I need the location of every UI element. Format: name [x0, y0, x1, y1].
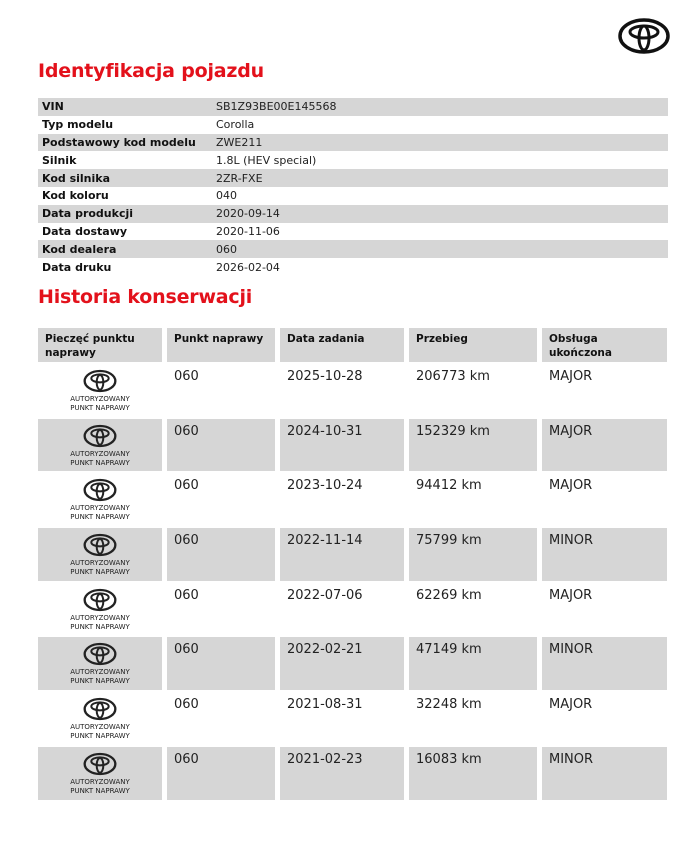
service-cell: MAJOR	[542, 419, 667, 472]
mileage-cell: 16083 km	[409, 747, 537, 800]
info-value: 040	[216, 189, 237, 203]
stamp-text: PUNKT NAPRAWY	[70, 513, 130, 522]
point-cell: 060	[167, 528, 275, 581]
toyota-stamp-icon	[82, 424, 118, 448]
table-row	[38, 528, 667, 581]
table-row	[38, 583, 667, 636]
point-cell: 060	[174, 587, 199, 603]
info-label: Typ modelu	[42, 118, 114, 132]
date-cell: 2024-10-31	[280, 419, 404, 472]
stamp-text: PUNKT NAPRAWY	[70, 677, 130, 686]
stamp-cell	[38, 473, 162, 526]
date-cell: 2021-02-23	[280, 747, 404, 800]
info-row	[38, 258, 668, 276]
info-row	[38, 169, 668, 187]
info-value: Corolla	[216, 118, 255, 132]
info-label: Silnik	[42, 153, 77, 167]
header-mileage: Przebieg	[409, 328, 537, 362]
stamp-text: PUNKT NAPRAWY	[70, 732, 130, 741]
date-cell: 2023-10-24	[287, 478, 363, 494]
toyota-stamp-icon	[82, 752, 118, 776]
table-row	[38, 473, 667, 526]
toyota-stamp-icon	[82, 642, 118, 666]
info-value: 2ZR-FXE	[216, 171, 263, 185]
service-cell: MINOR	[542, 528, 667, 581]
header-service: Obsługa ukończona	[542, 328, 667, 362]
info-row	[38, 151, 668, 169]
header-date: Data zadania	[280, 328, 404, 362]
date-cell: 2022-11-14	[280, 528, 404, 581]
toyota-stamp-icon	[82, 697, 118, 721]
toyota-stamp-icon	[82, 533, 118, 557]
stamp-cell	[38, 364, 162, 417]
stamp-text: AUTORYZOWANY	[70, 723, 130, 732]
stamp-text: AUTORYZOWANY	[70, 449, 130, 458]
service-cell: MAJOR	[549, 587, 593, 603]
stamp-cell	[38, 583, 162, 636]
table-row	[38, 364, 667, 417]
info-label: Kod dealera	[42, 242, 117, 256]
service-cell: MAJOR	[549, 369, 593, 384]
stamp-text: PUNKT NAPRAWY	[70, 568, 130, 577]
stamp-text: AUTORYZOWANY	[70, 395, 130, 403]
info-value: 2026-02-04	[216, 260, 280, 274]
stamp-text: AUTORYZOWANY	[70, 613, 130, 622]
table-row	[38, 419, 667, 472]
info-value: 2020-09-14	[216, 207, 280, 221]
service-cell: MAJOR	[549, 478, 593, 494]
stamp-text: PUNKT NAPRAWY	[70, 622, 130, 631]
mileage-cell: 32248 km	[416, 697, 482, 713]
info-value: SB1Z93BE00E145568	[216, 100, 337, 114]
table-row	[38, 747, 667, 800]
point-cell: 060	[174, 369, 199, 384]
point-cell: 060	[167, 419, 275, 472]
service-cell: MINOR	[542, 747, 667, 800]
vehicle-info-table	[38, 98, 668, 276]
stamp-cell	[38, 747, 162, 800]
info-value: ZWE211	[216, 135, 263, 149]
table-row	[38, 637, 667, 690]
info-value: 2020-11-06	[216, 224, 280, 238]
stamp-text: PUNKT NAPRAWY	[70, 786, 130, 795]
info-value: 1.8L (HEV special)	[216, 153, 317, 167]
info-label: Data druku	[42, 260, 112, 274]
service-cell: MINOR	[542, 637, 667, 690]
info-label: VIN	[42, 100, 64, 114]
mileage-cell: 47149 km	[409, 637, 537, 690]
stamp-cell	[38, 637, 162, 690]
info-label: Data produkcji	[42, 207, 134, 221]
stamp-cell	[38, 528, 162, 581]
stamp-text: PUNKT NAPRAWY	[70, 458, 130, 467]
stamp-text: AUTORYZOWANY	[70, 504, 130, 513]
service-cell: MAJOR	[549, 697, 593, 713]
header-stamp: Pieczęć punktu naprawy	[38, 328, 162, 362]
maintenance-history-table	[38, 328, 667, 800]
identification-title: Identyfikacja pojazdu	[38, 60, 264, 82]
table-header	[38, 328, 667, 362]
point-cell: 060	[167, 747, 275, 800]
mileage-cell: 75799 km	[409, 528, 537, 581]
info-label: Podstawowy kod modelu	[42, 135, 196, 149]
point-cell: 060	[174, 478, 199, 494]
date-cell: 2022-02-21	[280, 637, 404, 690]
stamp-cell	[38, 419, 162, 472]
point-cell: 060	[174, 697, 199, 713]
date-cell: 2021-08-31	[287, 697, 363, 713]
table-row	[38, 692, 667, 745]
info-row	[38, 205, 668, 223]
stamp-cell	[38, 692, 162, 745]
history-title: Historia konserwacji	[38, 286, 253, 308]
stamp-text: AUTORYZOWANY	[70, 559, 130, 568]
toyota-stamp-icon	[82, 369, 118, 393]
info-row	[38, 223, 668, 241]
mileage-cell: 206773 km	[416, 369, 490, 384]
header-point: Punkt naprawy	[167, 328, 275, 362]
point-cell: 060	[167, 637, 275, 690]
info-label: Data dostawy	[42, 224, 128, 238]
info-row	[38, 98, 668, 116]
info-label: Kod silnika	[42, 171, 111, 185]
stamp-text: AUTORYZOWANY	[70, 668, 130, 677]
mileage-cell: 152329 km	[409, 419, 537, 472]
toyota-stamp-icon	[82, 478, 118, 502]
info-value: 060	[216, 242, 237, 256]
date-cell: 2025-10-28	[287, 369, 363, 384]
mileage-cell: 94412 km	[416, 478, 482, 494]
info-label: Kod koloru	[42, 189, 109, 203]
info-row	[38, 240, 668, 258]
stamp-text: PUNKT NAPRAWY	[70, 404, 130, 412]
info-row	[38, 187, 668, 205]
info-row	[38, 134, 668, 152]
stamp-text: AUTORYZOWANY	[70, 777, 130, 786]
toyota-stamp-icon	[82, 588, 118, 612]
toyota-logo-icon	[618, 18, 670, 54]
date-cell: 2022-07-06	[287, 587, 363, 603]
mileage-cell: 62269 km	[416, 587, 482, 603]
info-row	[38, 116, 668, 134]
